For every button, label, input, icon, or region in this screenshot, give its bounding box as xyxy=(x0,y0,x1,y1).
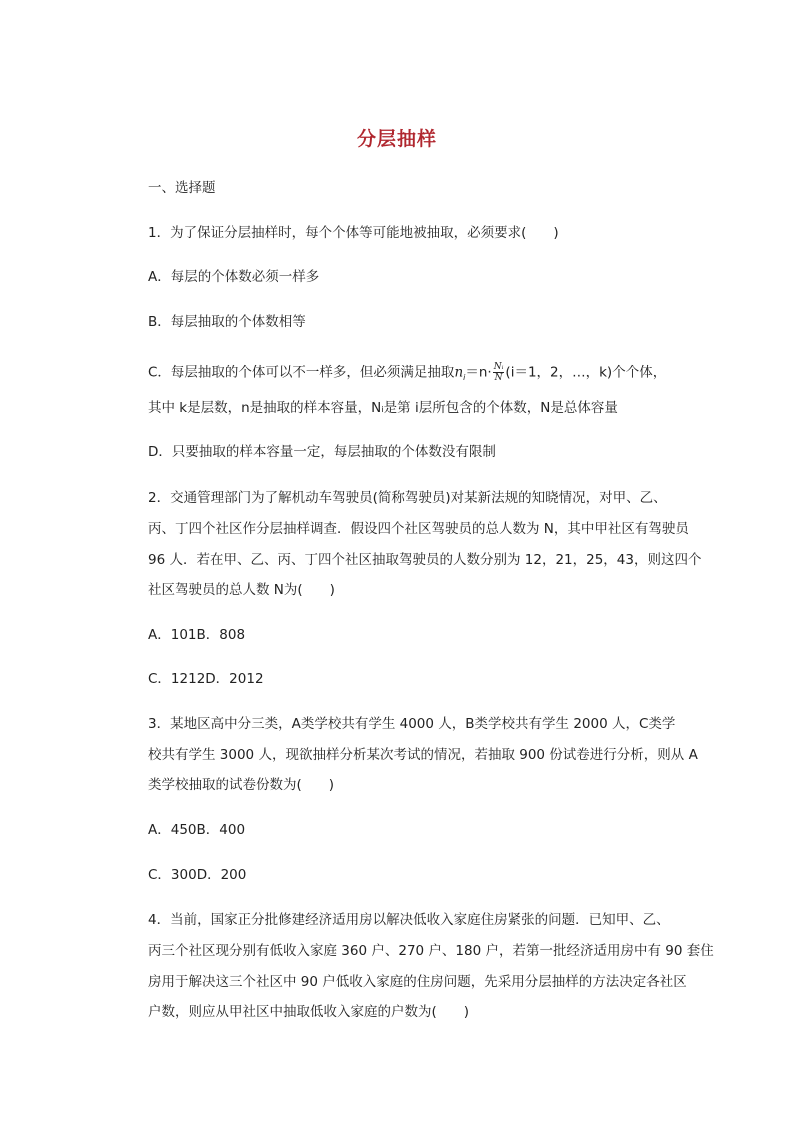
q1-c-text-post: (i＝1，2，…，k)个个体， xyxy=(505,364,667,381)
q1-option-c-line2: 其中 k是层数，n是抽取的样本容量，Nᵢ是第 i层所包含的个体数，N是总体容量 xyxy=(148,400,618,416)
q4-stem-line4: 户数，则应从甲社区中抽取低收入家庭的户数为( ) xyxy=(148,1004,470,1020)
q1-c-fraction-denominator: N xyxy=(494,373,503,383)
q1-c-fraction-numerator: Nᵢ xyxy=(493,362,504,372)
q2-stem-line4: 社区驾驶员的总人数 N为( ) xyxy=(148,582,335,598)
q3-stem-line1: 3．某地区高中分三类，A类学校共有学生 4000 人，B类学校共有学生 2000 人，C类学 xyxy=(148,716,676,732)
q3-stem-line3: 类学校抽取的试卷份数为( ) xyxy=(148,777,335,793)
page-title: 分层抽样 xyxy=(356,128,437,150)
q2-stem-line3: 96 人．若在甲、乙、丙、丁四个社区抽取驾驶员的人数分别为 12，21，25，43，则这四个 xyxy=(148,552,702,568)
q3-options-ab: A．450B．400 xyxy=(148,822,246,838)
q1-c-formula-sub: i xyxy=(463,373,466,383)
q1-c-formula-lhs: n xyxy=(454,364,464,381)
q4-stem-line2: 丙三个社区现分别有低收入家庭 360 户、270 户、180 户，若第一批经济适用房中有 90 套住 xyxy=(148,943,714,959)
q2-options-ab: A．101B．808 xyxy=(148,627,246,643)
q2-options-cd: C．1212D．2012 xyxy=(148,671,264,687)
q1-option-c xyxy=(148,362,688,388)
section-heading: 一、选择题 xyxy=(148,180,216,196)
q3-options-cd: C．300D．200 xyxy=(148,867,247,883)
q1-c-formula-mid: ＝n· xyxy=(465,364,492,381)
q1-option-d: D．只要抽取的样本容量一定，每层抽取的个体数没有限制 xyxy=(148,444,496,460)
q1-c-fraction xyxy=(493,362,505,383)
q4-stem-line1: 4．当前，国家正分批修建经济适用房以解决低收入家庭住房紧张的问题．已知甲、乙、 xyxy=(148,912,670,928)
q2-stem-line2: 丙、丁四个社区作分层抽样调查．假设四个社区驾驶员的总人数为 N，其中甲社区有驾驶员 xyxy=(148,521,689,537)
q1-option-a: A．每层的个体数必须一样多 xyxy=(148,269,320,285)
q4-stem-line3: 房用于解决这三个社区中 90 户低收入家庭的住房问题，先采用分层抽样的方法决定各社区 xyxy=(148,974,687,990)
q1-option-b: B．每层抽取的个体数相等 xyxy=(148,314,306,330)
q3-stem-line2: 校共有学生 3000 人，现欲抽样分析某次考试的情况，若抽取 900 份试卷进行分析，则从 A xyxy=(148,747,698,763)
q1-c-text: C．每层抽取的个体可以不一样多，但必须满足抽取 xyxy=(148,364,455,381)
q2-stem-line1: 2．交通管理部门为了解机动车驾驶员(简称驾驶员)对某新法规的知晓情况，对甲、乙、 xyxy=(148,490,667,506)
q1-stem: 1．为了保证分层抽样时，每个个体等可能地被抽取，必须要求( ) xyxy=(148,225,559,241)
